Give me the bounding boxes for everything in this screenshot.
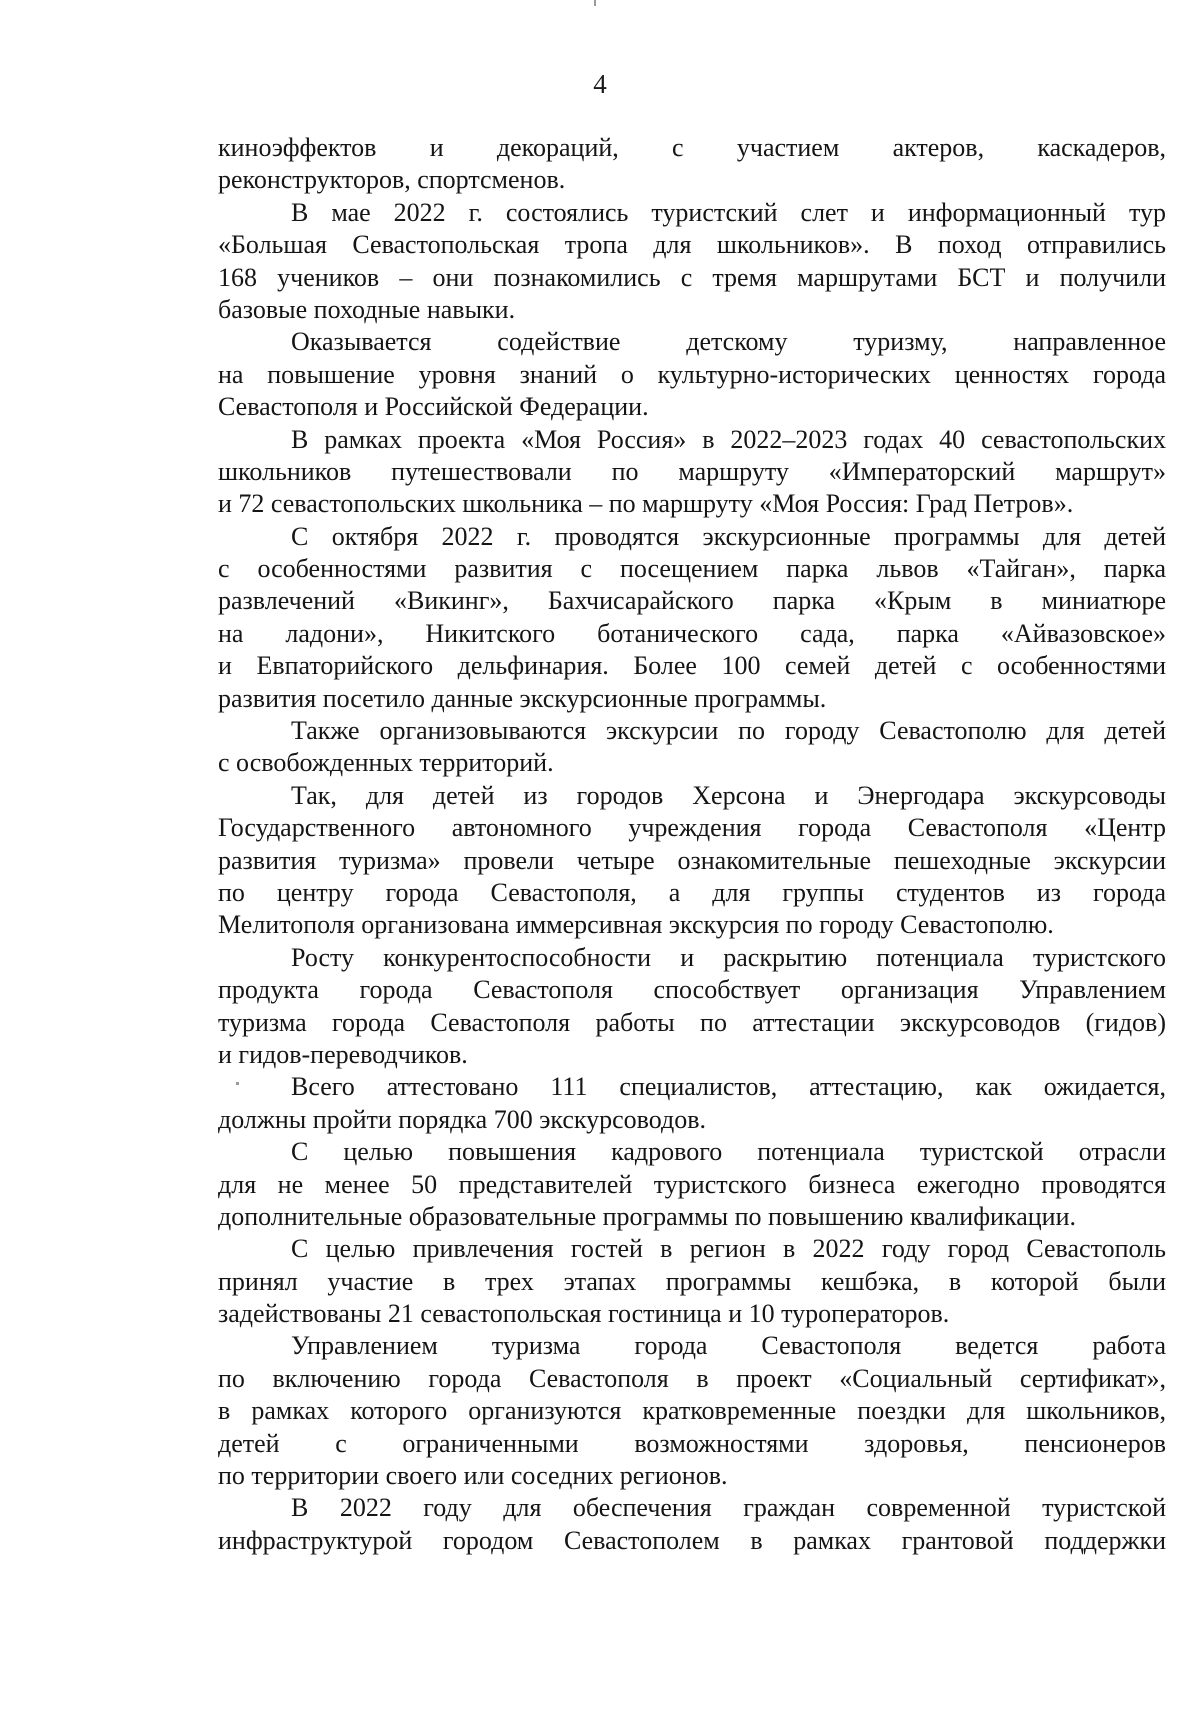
scan-mark-top	[594, 0, 596, 6]
text-line: дополнительные образовательные программы по повышению квалификации.	[218, 1201, 1076, 1231]
text-line: по центру города Севастополя, а для группы студентов из города	[218, 877, 1166, 907]
text-line: Государственного автономного учреждения города Севастополя «Центр	[218, 813, 1166, 843]
paragraph	[218, 780, 1166, 942]
text-line: продукта города Севастополя способствует организация Управлением	[218, 975, 1166, 1005]
paragraph	[218, 326, 1166, 423]
text-line: Оказывается содействие детскому туризму, направленное	[291, 327, 1166, 357]
text-line: «Большая Севастопольская тропа для школьников». В поход отправились	[218, 230, 1166, 260]
text-line: киноэффектов и декораций, с участием актеров, каскадеров,	[218, 133, 1166, 162]
text-line: школьников путешествовали по маршруту «Императорский маршрут»	[218, 456, 1166, 486]
text-line: Управлением туризма города Севастополя ведется работа	[291, 1331, 1166, 1361]
paragraph	[218, 521, 1166, 715]
text-line: реконструкторов, спортсменов.	[218, 165, 566, 195]
text-line: Росту конкурентоспособности и раскрытию потенциала туристского	[291, 942, 1166, 972]
text-line: В рамках проекта «Моя Россия» в 2022–2023 годах 40 севастопольских	[291, 424, 1166, 454]
text-line: и Евпаторийского дельфинария. Более 100 семей детей с особенностями	[218, 651, 1166, 681]
text-line: 168 учеников – они познакомились с тремя маршрутами БСТ и получили	[218, 262, 1166, 292]
text-line: развития посетило данные экскурсионные программы.	[218, 683, 827, 713]
paragraph	[218, 1492, 1166, 1557]
text-line: Так, для детей из городов Херсона и Энергодара экскурсоводы	[291, 780, 1166, 810]
text-line: В мае 2022 г. состоялись туристский слет и информационный тур	[291, 197, 1166, 227]
text-line: инфраструктурой городом Севастополем в рамках грантовой поддержки	[218, 1525, 1166, 1555]
paragraph	[218, 715, 1166, 780]
text-line: должны пройти порядка 700 экскурсоводов.	[218, 1104, 707, 1134]
paragraph	[218, 942, 1166, 1072]
text-line: Также организовываются экскурсии по городу Севастополю для детей	[291, 716, 1166, 746]
paragraph	[218, 1136, 1166, 1233]
page-number: 4	[593, 69, 607, 99]
text-line: на повышение уровня знаний о культурно-исторических ценностях города	[218, 359, 1166, 389]
paragraph	[218, 424, 1166, 521]
text-line: развития туризма» провели четыре ознакомительные пешеходные экскурсии	[218, 845, 1166, 875]
text-line: Севастополя и Российской Федерации.	[218, 392, 649, 422]
text-line: туризма города Севастополя работы по аттестации экскурсоводов (гидов)	[218, 1007, 1166, 1037]
text-line: В 2022 году для обеспечения граждан современной туристской	[291, 1493, 1166, 1523]
paragraph	[218, 1233, 1166, 1330]
text-line: и 72 севастопольских школьника – по маршруту «Моя Россия: Град Петров».	[218, 489, 1074, 519]
text-line: с особенностями развития с посещением парка львов «Тайган», парка	[218, 554, 1166, 584]
text-line: задействованы 21 севастопольская гостиница и 10 туроператоров.	[218, 1299, 950, 1329]
text-line: С целью повышения кадрового потенциала туристской отрасли	[291, 1137, 1166, 1167]
paragraph	[218, 1071, 1166, 1136]
text-line: базовые походные навыки.	[218, 294, 516, 324]
text-line: С целью привлечения гостей в регион в 2022 году город Севастополь	[291, 1234, 1166, 1264]
document-body	[218, 132, 1166, 1557]
paragraph	[218, 1330, 1166, 1492]
text-line: принял участие в трех этапах программы кешбэка, в которой были	[218, 1266, 1166, 1296]
text-line: детей с ограниченными возможностями здоровья, пенсионеров	[218, 1428, 1166, 1458]
text-line: по включению города Севастополя в проект «Социальный сертификат»,	[218, 1363, 1166, 1393]
text-line: с освобожденных территорий.	[218, 748, 554, 778]
text-line: по территории своего или соседних регионов.	[218, 1461, 728, 1491]
paragraph	[218, 197, 1166, 327]
text-line: в рамках которого организуются кратковременные поездки для школьников,	[218, 1396, 1166, 1426]
text-line: Всего аттестовано 111 специалистов, аттестацию, как ожидается,	[291, 1072, 1166, 1102]
text-line: для не менее 50 представителей туристского бизнеса ежегодно проводятся	[218, 1169, 1166, 1199]
text-line: С октября 2022 г. проводятся экскурсионные программы для детей	[291, 521, 1166, 551]
text-line: и гидов-переводчиков.	[218, 1039, 468, 1069]
text-line: на ладони», Никитского ботанического сада, парка «Айвазовское»	[218, 618, 1166, 648]
paragraph	[218, 132, 1166, 197]
text-line: Мелитополя организована иммерсивная экскурсия по городу Севастополю.	[218, 910, 1054, 940]
text-line: развлечений «Викинг», Бахчисарайского парка «Крым в миниатюре	[218, 586, 1166, 616]
